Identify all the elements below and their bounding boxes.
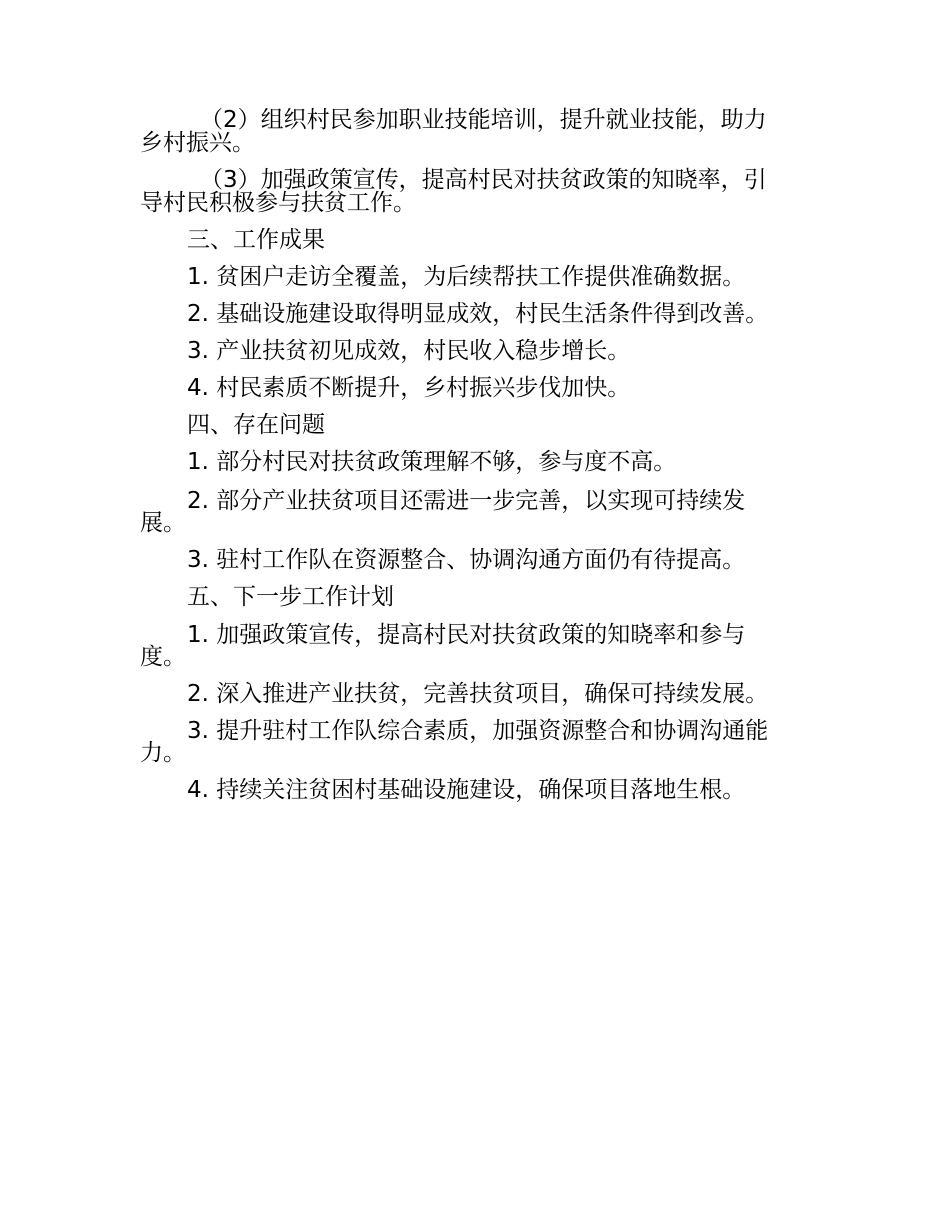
plan-item-3-line-2: 力。 [140, 740, 186, 766]
problems-item-3: 3. 驻村工作队在资源整合、协调沟通方面仍有待提高。 [187, 547, 746, 573]
paragraph-3-line-1: （3）加强政策宣传，提高村民对扶贫政策的知晓率，引 [200, 167, 767, 193]
section-heading-results: 三、工作成果 [187, 227, 325, 253]
results-item-2: 2. 基础设施建设取得明显成效，村民生活条件得到改善。 [187, 301, 769, 327]
plan-item-1-line-2: 度。 [140, 644, 186, 670]
plan-item-3-line-1: 3. 提升驻村工作队综合素质，加强资源整合和协调沟通能 [187, 718, 769, 744]
results-item-3: 3. 产业扶贫初见成效，村民收入稳步增长。 [187, 338, 631, 364]
problems-item-2-line-1: 2. 部分产业扶贫项目还需进一步完善，以实现可持续发 [187, 488, 746, 514]
results-item-1: 1. 贫困户走访全覆盖，为后续帮扶工作提供准确数据。 [187, 264, 746, 290]
paragraph-3-line-2: 导村民积极参与扶贫工作。 [140, 190, 416, 216]
problems-item-1: 1. 部分村民对扶贫政策理解不够，参与度不高。 [187, 449, 677, 475]
results-item-4: 4. 村民素质不断提升，乡村振兴步伐加快。 [187, 375, 631, 401]
plan-item-1-line-1: 1. 加强政策宣传，提高村民对扶贫政策的知晓率和参与 [187, 622, 746, 648]
problems-item-2-line-2: 展。 [140, 510, 186, 536]
paragraph-2-line-1: （2）组织村民参加职业技能培训，提升就业技能，助力 [200, 107, 767, 133]
plan-item-4: 4. 持续关注贫困村基础设施建设，确保项目落地生根。 [187, 777, 746, 803]
paragraph-2-line-2: 乡村振兴。 [140, 130, 255, 156]
section-heading-next-plan: 五、下一步工作计划 [187, 584, 394, 610]
plan-item-2: 2. 深入推进产业扶贫，完善扶贫项目，确保可持续发展。 [187, 681, 769, 707]
section-heading-problems: 四、存在问题 [187, 412, 325, 438]
